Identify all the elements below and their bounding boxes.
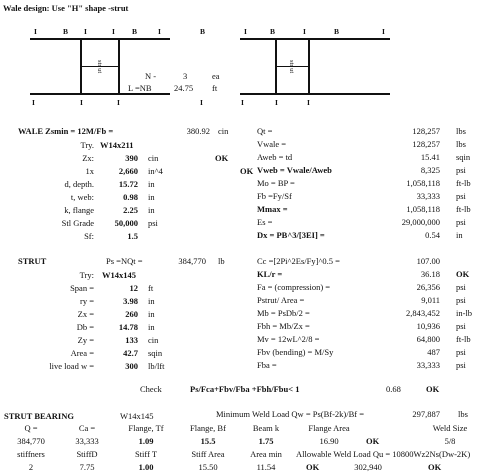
- bearing-ok: OK: [306, 462, 320, 472]
- strut-row-unit: lb/lft: [148, 361, 165, 371]
- strut-right-label: Fa = (compression) =: [257, 282, 331, 292]
- diag-label: B: [334, 27, 340, 36]
- bearing-allowable: Allowable Weld Load Qu = 10800Wz2Ns(Dw-2K): [296, 449, 471, 459]
- strut-right-value: 36.18: [420, 269, 440, 279]
- diag-label: I: [158, 27, 161, 36]
- wale-row-unit: in: [148, 179, 155, 189]
- bearing-header: Stiff Area: [191, 449, 225, 459]
- wale-right-value: 128,257: [412, 126, 440, 136]
- diag-label: I: [382, 27, 385, 36]
- bearing-value: 16.90: [319, 436, 339, 446]
- strut-label-left: str ut: [96, 60, 103, 74]
- n-value: 3: [183, 71, 188, 81]
- bearing-value: 7.75: [79, 462, 95, 472]
- diag-label: I: [303, 27, 306, 36]
- wale-right-unit: ft-lb: [456, 204, 471, 214]
- bearing-header: Q =: [24, 423, 38, 433]
- wale-right-label: Vwale =: [257, 139, 287, 149]
- wale-right-value: 33,333: [416, 191, 440, 201]
- wale-row-label: Sf:: [84, 231, 94, 241]
- bearing-header: Flange, Bf: [190, 423, 226, 433]
- bearing-value: 11.54: [256, 462, 276, 472]
- wale-right-value: 0.54: [425, 230, 440, 240]
- strut-right-unit: psi: [456, 360, 466, 370]
- bearing-title: STRUT BEARING: [4, 411, 74, 421]
- strut-right-value: 9,011: [421, 295, 440, 305]
- wale-row-note: OK: [240, 166, 254, 176]
- wale-row-value: 0.98: [123, 192, 138, 202]
- strut-row-value: 42.7: [123, 348, 138, 358]
- wale-row-unit: in^4: [148, 166, 163, 176]
- strut-row-value: 260: [125, 309, 138, 319]
- wale-row-label: k, flange: [64, 205, 94, 215]
- wale-title: WALE Zsmin = 12M/Fb =: [18, 126, 114, 136]
- strut-right-label: Fbh = Mb/Zx =: [257, 321, 310, 331]
- diag-label: B: [132, 27, 138, 36]
- diag-label: B: [200, 27, 206, 36]
- strut-title: STRUT: [18, 256, 47, 266]
- strut-row-unit: in: [148, 296, 155, 306]
- bearing-ok: OK: [428, 462, 442, 472]
- strut-ps-value: 384,770: [178, 256, 206, 266]
- wale-right-unit: psi: [456, 191, 466, 201]
- left-strut-2: [118, 40, 120, 93]
- strut-row-unit: cin: [148, 335, 159, 345]
- bearing-header: Area min: [250, 449, 282, 459]
- wale-right-value: 29,000,000: [401, 217, 440, 227]
- check-formula: Ps/Fca+Fbv/Fba +Fbh/Fbu< 1: [190, 384, 300, 394]
- bearing-value: 1.75: [258, 436, 274, 446]
- wale-right-label: Dx = PB^3/[3EI] =: [257, 230, 325, 240]
- wale-row-label: 1x: [85, 166, 94, 176]
- strut-right-label: Cc =[2Pi^2Es/Fy]^0.5 =: [257, 256, 340, 266]
- bearing-header: Stiff T: [134, 449, 158, 459]
- l-unit: ft: [212, 83, 218, 93]
- wale-right-label: Mo = BP =: [257, 178, 295, 188]
- bearing-header: Flange Area: [308, 423, 350, 433]
- diag-label: I: [200, 98, 203, 107]
- wale-right-value: 1,058,118: [406, 178, 440, 188]
- diag-label: I: [275, 98, 278, 107]
- bearing-value: 1.09: [138, 436, 154, 446]
- strut-row-unit: ft: [148, 283, 154, 293]
- wale-zsmin: 380.92: [186, 126, 210, 136]
- strut-right-label: Fbv (bending) = M/Sy: [257, 347, 334, 357]
- bearing-value: 15.50: [198, 462, 218, 472]
- strut-right-unit: psi: [456, 282, 466, 292]
- right-bottom-beam: [240, 93, 390, 95]
- strut-right-unit: psi: [456, 321, 466, 331]
- wale-right-unit: psi: [456, 165, 466, 175]
- wale-row-label: Zx:: [82, 153, 94, 163]
- wale-right-value: 8,325: [420, 165, 440, 175]
- wale-row-unit: in: [148, 205, 155, 215]
- strut-right-value: 33,333: [416, 360, 440, 370]
- l-label: L =NB: [128, 83, 152, 93]
- diag-label: I: [307, 98, 310, 107]
- diag-label: I: [241, 98, 244, 107]
- wale-row-label: Try.: [80, 140, 94, 150]
- check-label: Check: [140, 384, 162, 394]
- wale-right-unit: psi: [456, 217, 466, 227]
- wale-right-value: 15.41: [420, 152, 440, 162]
- strut-row-unit: in: [148, 309, 155, 319]
- strut-right-value: 487: [427, 347, 440, 357]
- strut-row-value: 300: [125, 361, 138, 371]
- weld-unit: lbs: [458, 409, 468, 419]
- strut-row-label: ry =: [80, 296, 94, 306]
- diag-label: I: [84, 27, 87, 36]
- strut-row-value: 3.98: [123, 296, 138, 306]
- wale-row-value: 390: [125, 153, 138, 163]
- strut-right-unit: psi: [456, 295, 466, 305]
- strut-row-label: Area =: [70, 348, 94, 358]
- bearing-section-size: W14x145: [120, 411, 154, 421]
- wale-row-value: 2,660: [118, 166, 138, 176]
- bearing-header: StiffD: [76, 449, 98, 459]
- bearing-ok: OK: [366, 436, 380, 446]
- wale-right-value: 1,058,118: [406, 204, 440, 214]
- strut-row-value: 14.78: [118, 322, 138, 332]
- wale-right-label: Fb =Fy/Sf: [257, 191, 292, 201]
- diag-label: B: [270, 27, 276, 36]
- strut-ps-unit: lb: [218, 256, 225, 266]
- diag-label: I: [112, 27, 115, 36]
- wale-row-note: OK: [215, 153, 229, 163]
- wale-right-label: Mmax =: [257, 204, 288, 214]
- wale-row-unit: in: [148, 192, 155, 202]
- strut-right-value: 10,936: [416, 321, 440, 331]
- strut-right-value: 26,356: [416, 282, 440, 292]
- bearing-value: 5/8: [444, 436, 456, 446]
- diag-label: I: [34, 27, 37, 36]
- l-value: 24.75: [174, 83, 194, 93]
- bearing-value: 33,333: [75, 436, 99, 446]
- check-value: 0.68: [386, 384, 401, 394]
- diag-label: I: [244, 27, 247, 36]
- bearing-value: 1.00: [138, 462, 154, 472]
- strut-row-label: Zy =: [77, 335, 94, 345]
- strut-right-unit: in-lb: [456, 308, 473, 318]
- bearing-value: 384,770: [17, 436, 45, 446]
- strut-row-value: 133: [125, 335, 138, 345]
- bearing-header: stiffners: [17, 449, 45, 459]
- wale-right-unit: sqin: [456, 152, 471, 162]
- strut-right-label: Mb = PsDb/2 =: [257, 308, 310, 318]
- strut-row-label: Zx =: [77, 309, 94, 319]
- page-title: Wale design: Use "H" shape -strut: [3, 3, 129, 13]
- strut-right-unit: psi: [456, 347, 466, 357]
- wale-row-label: Stl Grade: [61, 218, 94, 228]
- bearing-value: 302,940: [354, 462, 382, 472]
- diag-label: I: [80, 98, 83, 107]
- diag-label: B: [63, 27, 69, 36]
- strut-row-label: Try:: [79, 270, 94, 280]
- bearing-header: Beam k: [252, 423, 280, 433]
- strut-row-label: live load w =: [49, 361, 94, 371]
- bearing-value: 2: [28, 462, 34, 472]
- weld-value: 297,887: [412, 409, 440, 419]
- strut-row-value: 12: [129, 283, 138, 293]
- wale-row-value: W14x211: [100, 140, 134, 150]
- wale-row-label: t, web:: [70, 192, 94, 202]
- wale-right-label: Aweb = td: [257, 152, 293, 162]
- strut-right-label: KL/r =: [257, 269, 283, 279]
- wale-right-label: Vweb = Vwale/Aweb: [257, 165, 332, 175]
- wale-right-unit: lbs: [456, 126, 466, 136]
- strut-row-unit: sqin: [148, 348, 163, 358]
- strut-right-unit: OK: [456, 269, 470, 279]
- strut-ps-label: Ps =NQt =: [106, 256, 143, 266]
- wale-zsmin-unit: cin: [218, 126, 229, 136]
- diag-label: I: [117, 98, 120, 107]
- strut-label-right: str ut: [288, 60, 295, 74]
- bearing-header: Ca =: [78, 423, 96, 433]
- strut-right-label: Fba =: [257, 360, 277, 370]
- strut-row-label: Db =: [76, 322, 94, 332]
- strut-right-value: 64,800: [416, 334, 440, 344]
- left-bottom-beam: [30, 93, 170, 95]
- right-top-beam: [240, 38, 390, 40]
- wale-right-unit: ft-lb: [456, 178, 471, 188]
- strut-right-label: Mv = 12wL^2/8 =: [257, 334, 320, 344]
- strut-right-value: 107.00: [416, 256, 440, 266]
- right-strut-2: [308, 40, 310, 93]
- wale-right-label: Qt =: [257, 126, 273, 136]
- wale-row-unit: psi: [148, 218, 158, 228]
- diag-label: I: [32, 98, 35, 107]
- wale-row-value: 50,000: [114, 218, 138, 228]
- n-label: N -: [145, 71, 157, 81]
- left-top-beam: [30, 38, 170, 40]
- wale-right-unit: in: [456, 230, 463, 240]
- wale-row-label: d, depth.: [64, 179, 94, 189]
- strut-row-label: Span =: [70, 283, 94, 293]
- wale-row-value: 1.5: [127, 231, 138, 241]
- strut-right-label: Pstrut/ Area =: [257, 295, 305, 305]
- wale-right-label: Es =: [257, 217, 273, 227]
- bearing-header: Weld Size: [432, 423, 468, 433]
- n-unit: ea: [212, 71, 220, 81]
- strut-row-unit: in: [148, 322, 155, 332]
- wale-right-unit: lbs: [456, 139, 466, 149]
- strut-right-unit: ft-lb: [456, 334, 471, 344]
- wale-row-unit: cin: [148, 153, 159, 163]
- weld-title: Minimum Weld Load Qw = Ps(Bf-2k)/Bf =: [216, 409, 365, 419]
- check-ok: OK: [426, 384, 440, 394]
- bearing-value: 15.5: [200, 436, 216, 446]
- wale-row-value: 15.72: [118, 179, 138, 189]
- bearing-header: Flange, Tf: [128, 423, 164, 433]
- wale-right-value: 128,257: [412, 139, 440, 149]
- strut-right-value: 2,843,452: [406, 308, 440, 318]
- wale-row-value: 2.25: [123, 205, 138, 215]
- strut-row-value: W14x145: [102, 270, 136, 280]
